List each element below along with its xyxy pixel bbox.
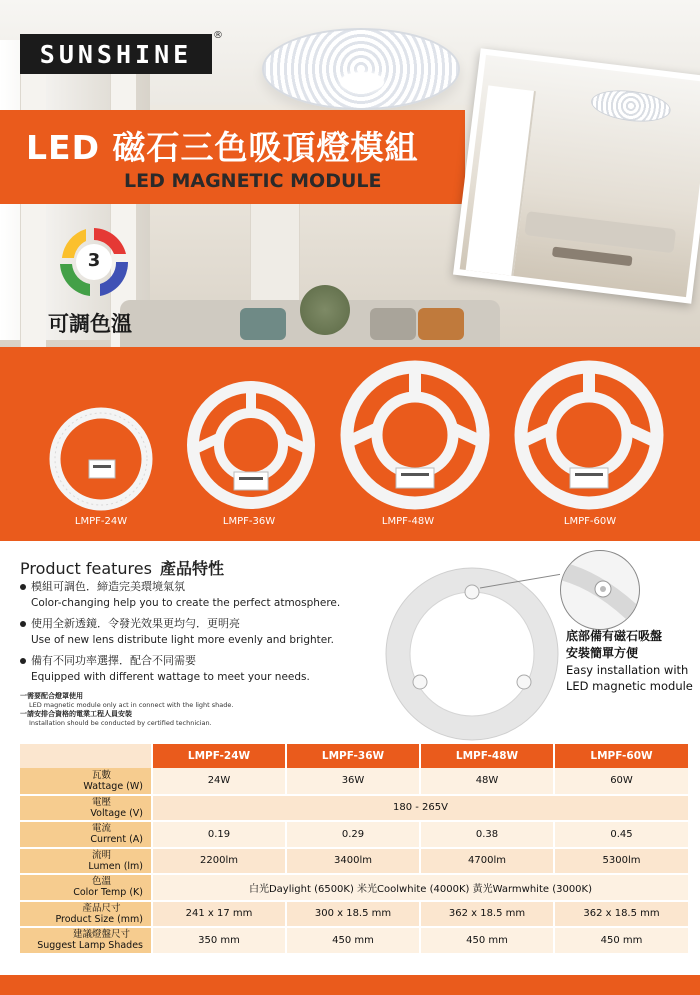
- magnet-note-en: [566, 662, 693, 694]
- spec-cell: 362 x 18.5 mm: [554, 901, 688, 928]
- feature-item: [20, 578, 400, 611]
- spec-cell: 0.38: [420, 821, 554, 848]
- ceiling-lamp-image: [262, 28, 460, 110]
- feature-en: Color-changing help you to create the perfect atmosphere.: [31, 597, 341, 609]
- module-label-48w: LMPF-48W: [381, 516, 435, 527]
- spec-header: LMPF-60W: [554, 744, 688, 768]
- module-36w-image: [186, 380, 316, 510]
- spec-header: LMPF-36W: [286, 744, 420, 768]
- features-heading: [20, 556, 224, 579]
- spec-cell: 5300lm: [554, 848, 688, 875]
- feature-en: Equipped with different wattage to meet your needs.: [31, 671, 310, 683]
- spec-row-colortemp: [20, 874, 688, 901]
- color-cycle-number: 3: [87, 250, 101, 271]
- note-en: LED magnetic module only act in connect with the light shade.: [29, 701, 234, 709]
- spec-label-en: Suggest Lamp Shades: [37, 940, 143, 952]
- spec-cell: 241 x 17 mm: [152, 901, 286, 928]
- spec-label-en: Product Size (mm): [55, 913, 143, 925]
- spec-row-voltage: [20, 795, 688, 822]
- brand-logo-text: SUNSHINE: [39, 39, 193, 69]
- spec-label: [20, 901, 152, 928]
- spec-row-size: [20, 901, 688, 928]
- room-pillow: [370, 308, 416, 340]
- magnet-note-zh-line: 安裝簡單方便: [566, 646, 639, 660]
- spec-cell: 450 mm: [420, 927, 554, 954]
- spec-label-en: Current (A): [90, 834, 143, 846]
- magnet-note-zh: [566, 628, 662, 662]
- module-60w-image: [514, 360, 664, 510]
- feature-zh-text: 備有不同功率選擇．配合不同需要: [31, 654, 196, 667]
- installation-notes: [20, 692, 380, 728]
- note-en: Installation should be conducted by certified technician.: [29, 719, 212, 727]
- room-pillow: [240, 308, 286, 340]
- room-pillow: [418, 308, 464, 340]
- spec-cell: 60W: [554, 768, 688, 795]
- features-heading-en: Product features: [20, 559, 152, 578]
- spec-cell: 350 mm: [152, 927, 286, 954]
- spec-cell: 2200lm: [152, 848, 286, 875]
- spec-table: [20, 744, 688, 955]
- magnetic-module-back-image: [384, 566, 560, 742]
- room-plant: [300, 285, 350, 335]
- spec-cell: 450 mm: [286, 927, 420, 954]
- bullet-icon: [20, 658, 26, 664]
- inset-window: [465, 85, 536, 279]
- spec-header: LMPF-24W: [152, 744, 286, 768]
- module-label-60w: LMPF-60W: [563, 516, 617, 527]
- spec-label-en: Color Temp (K): [73, 887, 143, 899]
- feature-zh: [20, 652, 400, 669]
- spec-label: [20, 821, 152, 848]
- feature-item: [20, 615, 400, 648]
- color-cycle-icon: [56, 224, 132, 300]
- registered-mark: ®: [213, 30, 223, 41]
- spec-label: [20, 795, 152, 822]
- spec-cell: 362 x 18.5 mm: [420, 901, 554, 928]
- spec-cell: 36W: [286, 768, 420, 795]
- spec-row-current: [20, 821, 688, 848]
- spec-header: LMPF-48W: [420, 744, 554, 768]
- spec-cell: 0.19: [152, 821, 286, 848]
- feature-zh: [20, 578, 400, 595]
- spec-label-zh: 瓦數: [91, 769, 111, 781]
- features-heading-zh: 產品特性: [159, 559, 224, 578]
- magnet-note-zh-line: 底部備有磁石吸盤: [566, 629, 663, 643]
- feature-zh-text: 使用全新透鏡．令發光效果更均勻．更明亮: [31, 617, 240, 630]
- spec-row-lumen: [20, 848, 688, 875]
- ceiling-lamp-glow: [340, 72, 384, 92]
- module-label-36w: LMPF-36W: [222, 516, 276, 527]
- spec-row-wattage: [20, 768, 688, 795]
- spec-header-blank: [20, 744, 152, 768]
- spec-cell: 0.45: [554, 821, 688, 848]
- magnet-zoom-detail: [560, 550, 640, 630]
- spec-label-zh: 電壓: [91, 796, 111, 808]
- spec-label-en: Lumen (lm): [88, 860, 143, 872]
- title-chinese: LED 磁石三色吸頂燈模組: [26, 128, 419, 167]
- bullet-icon: [20, 584, 26, 590]
- spec-row-shade: [20, 927, 688, 954]
- feature-en: Use of new lens distribute light more evenly and brighter.: [31, 634, 334, 646]
- feature-zh: [20, 615, 400, 632]
- module-label-24w: LMPF-24W: [74, 516, 128, 527]
- brand-logo: [20, 34, 212, 74]
- inset-lamp: [589, 86, 672, 126]
- bullet-icon: [20, 621, 26, 627]
- spec-cell: 4700lm: [420, 848, 554, 875]
- spec-label-en: Voltage (V): [90, 807, 143, 819]
- title-english: LED MAGNETIC MODULE: [124, 170, 382, 192]
- spec-cell: 48W: [420, 768, 554, 795]
- spec-label-zh: 建議燈盤尺寸: [72, 929, 130, 941]
- module-48w-image: [340, 360, 490, 510]
- spec-label-zh: 電流: [91, 823, 111, 835]
- footer-band: [0, 975, 700, 995]
- magnet-zoom-icon: [561, 551, 640, 630]
- feature-item: [20, 652, 400, 685]
- spec-cell: 24W: [152, 768, 286, 795]
- note-zh: 一需要配合燈罩使用: [20, 692, 83, 700]
- inset-table: [552, 247, 633, 267]
- spec-label-zh: 流明: [91, 849, 111, 861]
- spec-label-zh: 色溫: [91, 876, 111, 888]
- spec-label: [20, 768, 152, 795]
- feature-zh-text: 模組可調色．締造完美環境氣氛: [31, 580, 185, 593]
- spec-label-zh: 產品尺寸: [82, 902, 121, 914]
- spec-cell: 0.29: [286, 821, 420, 848]
- spec-cell: 450 mm: [554, 927, 688, 954]
- magnet-note-en-line: LED magnetic module: [566, 679, 693, 693]
- spec-label-en: Wattage (W): [83, 780, 143, 792]
- module-24w-image: [49, 407, 153, 511]
- inset-sofa: [524, 211, 676, 253]
- spec-cell: 180 - 265V: [152, 795, 688, 822]
- magnet-note-en-line: Easy installation with: [566, 663, 689, 677]
- adjustable-color-temp-label: 可調色溫: [48, 312, 132, 336]
- note-zh: 一請安排合資格的電業工程人員安裝: [20, 710, 132, 718]
- spec-cell: 300 x 18.5 mm: [286, 901, 420, 928]
- spec-header-row: [20, 744, 688, 768]
- spec-cell: 3400lm: [286, 848, 420, 875]
- spec-cell: 白光Daylight (6500K) 米光Coolwhite (4000K) 黃光Warmwhite (3000K): [152, 874, 688, 901]
- spec-label: [20, 874, 152, 901]
- features-list: [20, 578, 400, 689]
- spec-label: [20, 927, 152, 954]
- room-inset-photo: [453, 48, 700, 304]
- spec-label: [20, 848, 152, 875]
